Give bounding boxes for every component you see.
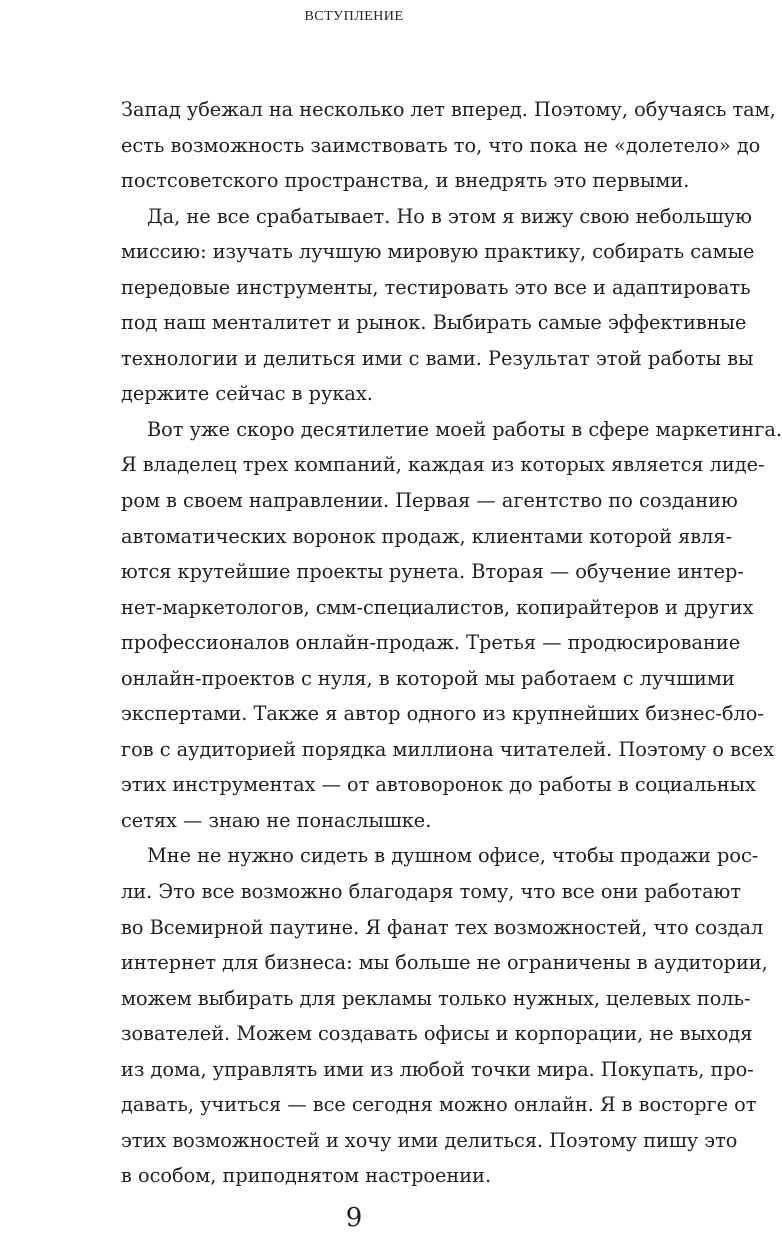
text-line: передовые инструменты, тестировать это все и адаптировать: [121, 275, 751, 299]
text-line: под наш менталитет и рынок. Выбирать самые эффективные: [121, 311, 747, 335]
text-line: давать, учиться — все сегодня можно онлайн. Я в восторге от: [121, 1093, 757, 1117]
text-line: Я владелец трех компаний, каждая из которых является лиде-: [121, 453, 765, 477]
text-line: ли. Это все возможно благодаря тому, что все они работают: [121, 880, 742, 904]
text-line: автоматических воронок продаж, клиентами которой явля-: [121, 524, 733, 548]
text-line: технологии и делиться ими с вами. Результат этой работы вы: [121, 346, 754, 370]
text-line: из дома, управлять ими из любой точки мира. Покупать, про-: [121, 1057, 754, 1081]
paragraph-first-line: Мне не нужно сидеть в душном офисе, чтобы продажи рос-: [147, 844, 759, 868]
text-line: зователей. Можем создавать офисы и корпорации, не выходя: [121, 1022, 753, 1046]
text-line: Запад убежал на несколько лет вперед. Поэтому, обучаясь там,: [121, 98, 776, 121]
body-text: [121, 92, 782, 1194]
text-line: держите сейчас в руках.: [121, 382, 373, 406]
running-head: ВСТУПЛЕНИЕ: [304, 9, 404, 24]
text-line: профессионалов онлайн-продаж. Третья — продюсирование: [121, 631, 741, 655]
text-line: этих инструментах — от автоворонок до работы в социальных: [121, 773, 756, 797]
text-line: экспертами. Также я автор одного из крупнейших бизнес-бло-: [121, 702, 764, 726]
page-number: 9: [345, 1203, 363, 1233]
text-line: миссию: изучать лучшую мировую практику, собирать самые: [121, 240, 755, 264]
text-line: этих возможностей и хочу ими делиться. Поэтому пишу это: [121, 1128, 738, 1152]
text-line: ются крутейшие проекты рунета. Вторая — обучение интер-: [121, 560, 744, 584]
paragraph-first-line: Вот уже скоро десятилетие моей работы в сфере маркетинга.: [147, 417, 782, 441]
text-line: в особом, приподнятом настроении.: [121, 1164, 492, 1188]
text-line: интернет для бизнеса: мы больше не ограничены в аудитории,: [121, 951, 768, 975]
text-line: есть возможность заимствовать то, что пока не «долетело» до: [121, 133, 761, 157]
text-line: во Всемирной паутине. Я фанат тех возможностей, что создал: [121, 915, 764, 939]
text-line: нет-маркетологов, смм-специалистов, копирайтеров и других: [121, 595, 754, 619]
text-line: постсоветского пространства, и внедрять это первыми.: [121, 169, 690, 193]
text-line: онлайн-проектов с нуля, в которой мы работаем с лучшими: [121, 666, 735, 690]
text-line: гов с аудиторией порядка миллиона читателей. Поэтому о всех: [121, 737, 775, 761]
text-line: ром в своем направлении. Первая — агентство по созданию: [121, 489, 738, 513]
text-line: можем выбирать для рекламы только нужных, целевых поль-: [121, 986, 751, 1010]
text-line: сетях — знаю не понаслышке.: [121, 808, 432, 832]
paragraph-first-line: Да, не все срабатывает. Но в этом я вижу свою небольшую: [147, 204, 752, 228]
